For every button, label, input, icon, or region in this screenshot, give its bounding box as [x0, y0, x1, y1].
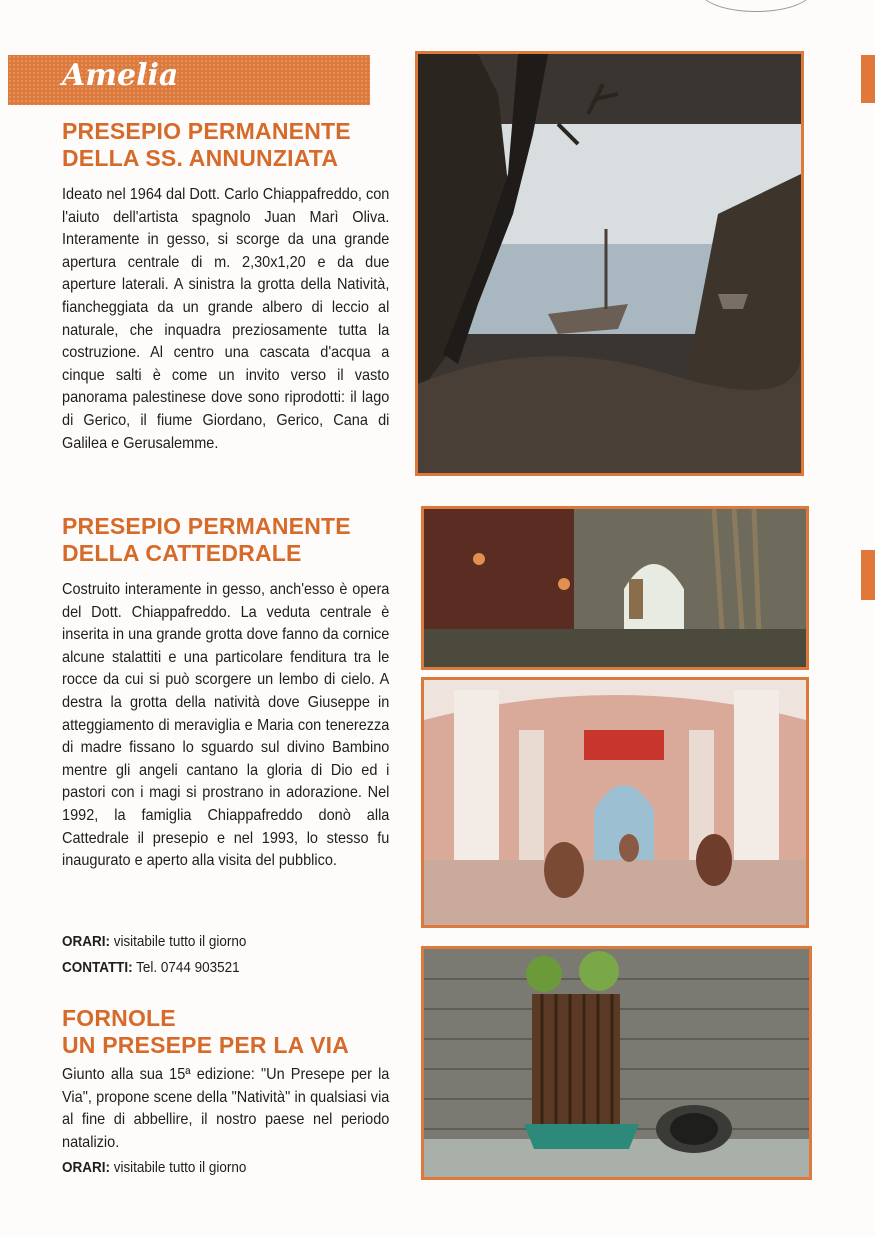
- town-title: Amelia: [62, 58, 179, 93]
- photo-lake-scene: [415, 51, 804, 476]
- contacts-label: CONTATTI:: [62, 960, 133, 976]
- section-title-line: DELLA SS. ANNUNZIATA: [62, 145, 339, 171]
- section-title: [62, 513, 351, 567]
- hours-value: visitabile tutto il giorno: [113, 934, 247, 950]
- section-title-line: DELLA CATTEDRALE: [62, 540, 302, 566]
- hours-value: visitabile tutto il giorno: [113, 1160, 247, 1176]
- hours-line: [62, 1160, 246, 1176]
- section-body: Giunto alla sua 15ª edizione: "Un Presepe per la Via", propone scene della "Natività" in qualsiasi via al fine di abbellire, il nostro paese nel periodo natalizio.: [62, 1066, 390, 1151]
- decorative-arc: [700, 0, 812, 12]
- hours-label: ORARI:: [62, 934, 110, 950]
- lake-scene-illustration: [418, 54, 801, 473]
- section-title-line: FORNOLE: [62, 1005, 176, 1031]
- section-title-line: UN PRESEPE PER LA VIA: [62, 1032, 350, 1058]
- edge-tab: [861, 55, 875, 103]
- contacts-line: [62, 960, 240, 976]
- section-title: [62, 1005, 349, 1059]
- photo-grotto-scene: [421, 506, 809, 670]
- photo-wine-press-scene: [421, 946, 812, 1180]
- edge-tab: [861, 550, 875, 600]
- contacts-value: Tel. 0744 903521: [136, 960, 240, 976]
- section-title-line: PRESEPIO PERMANENTE: [62, 118, 351, 144]
- section-body: Ideato nel 1964 dal Dott. Carlo Chiappafreddo, con l'aiuto dell'artista spagnolo Juan Marì Oliva. Interamente in gesso, si scorge da una grande apertura centrale di m. 2,30x1,20 e da due aperture laterali. A sinistra la grotta della Natività, fiancheggiata da un grande albero di leccio al naturale, che inquadra preziosamente tutta la costruzione. Al centro una cascata d'acqua a cinque salti è come un invito verso il vasto panorama palestinese dove sono riprodotti: il lago di Gerico, il fiume Giordano, Gerico, Cana di Galilea e Gerusalemme.: [62, 186, 390, 452]
- wine-press-scene-illustration: [424, 949, 809, 1177]
- section-body: Costruito interamente in gesso, anch'esso è opera del Dott. Chiappafreddo. La veduta centrale è inserita in una grande grotta dove fanno da cornice alcune stalattiti e una particolare fenditura tra le rocce da cui si può scorgere un lembo di cielo. A destra la grotta della natività dove Giuseppe in atteggiamento di meraviglia e Maria con tenerezza di madre fissano lo sguardo sul divino Bambino mentre gli angeli cantano la gloria di Dio ed i pastori con i magi si prostrano in adorazione. Nel 1992, la famiglia Chiappafreddo donò alla Cattedrale il presepio e nel 1993, lo stesso fu inaugurato e aperto alla visita del pubblico.: [62, 581, 390, 870]
- grotto-scene-illustration: [424, 509, 806, 667]
- colonnade-scene-illustration: [424, 680, 806, 925]
- hours-line: [62, 934, 246, 950]
- section-title-line: PRESEPIO PERMANENTE: [62, 513, 351, 539]
- photo-colonnade-scene: [421, 677, 809, 928]
- hours-label: ORARI:: [62, 1160, 110, 1176]
- section-title: [62, 118, 351, 172]
